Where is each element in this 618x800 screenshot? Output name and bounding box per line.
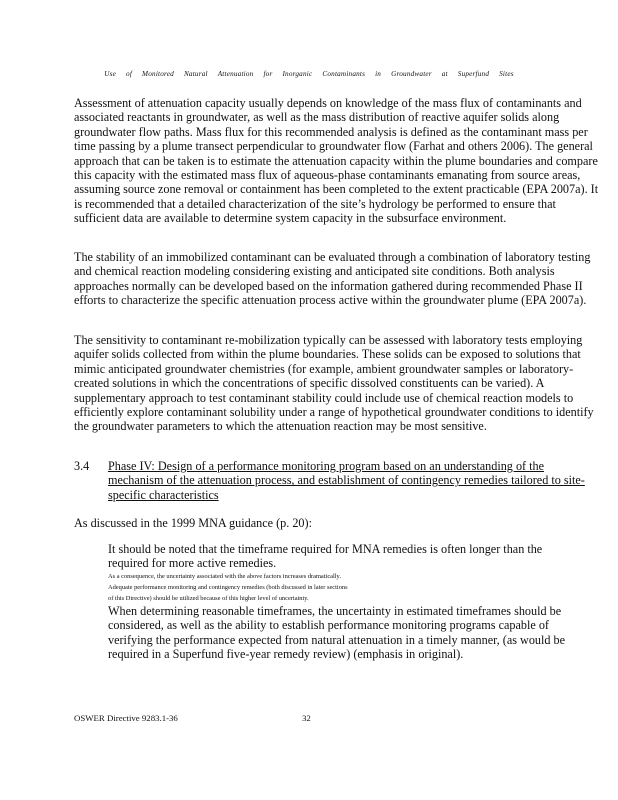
header-word: of	[126, 70, 133, 78]
header-word: in	[375, 70, 382, 78]
header-word: Contaminants	[322, 70, 366, 78]
section-number: 3.4	[74, 459, 90, 473]
paragraph-attenuation-capacity: Assessment of attenuation capacity usually depends on knowledge of the mass flux of contaminants and associated reactants in groundwater, as well as the mass distribution of reactive aquifer solids along groundwater flow paths. Mass flux for this recommended analysis is defined as the contaminant mass per time passing by a plume transect perpendicular to groundwater flow (Farhat and others 2006). The general approach that can be taken is to estimate the attenuation capacity within the plume boundaries and compare this capacity with the estimated mass flux of aqueous-phase contaminants emanating from source areas, assuming source zone removal or containment has been completed to the extent practicable (EPA 2007a). It is recommended that a detailed characterization of the site’s hydrology be performed to ensure that sufficient data are available to determine system capacity in the subsurface environment.	[74, 96, 599, 226]
header-word: Natural	[183, 70, 208, 78]
running-header	[0, 70, 618, 78]
header-word: at	[441, 70, 448, 78]
paragraph-stability: The stability of an immobilized contaminant can be evaluated through a combination of laboratory testing and chemical reaction modeling considering existing and anticipated site conditions. Both analysis approaches normally can be developed based on the information gathered during recommended Phase II efforts to characterize the specific attenuation process active within the groundwater plume (EPA 2007a).	[74, 250, 591, 308]
paragraph-mna-guidance: As discussed in the 1999 MNA guidance (p. 20):	[74, 516, 312, 530]
header-word: Superfund	[457, 70, 490, 78]
paragraph-sensitivity: The sensitivity to contaminant re-mobilization typically can be assessed with laboratory tests employing aquifer solids collected from within the plume boundaries. These solids can be exposed to solutions that mimic anticipated groundwater chemistries (for example, ambient groundwater samples or laboratory-created solutions in which the concentrations of specific dissolved constituents can be varied). A supplementary approach to test contaminant stability could include use of chemical reaction models to efficiently explore contaminant solubility under a range of hypothetical groundwater conditions to identify the groundwater parameters to which the attenuation reaction may be most sensitive.	[74, 333, 594, 434]
quote-small-text: As a consequence, the uncertainty associated with the above factors increases dramatically. Adequate performance monitoring and contingency remedies (both discussed in later sections of this Directive) should be utilized because of this higher level of uncertainty.	[108, 572, 348, 602]
footer-page-number: 32	[302, 713, 311, 723]
footer-directive: OSWER Directive 9283.1-36	[74, 713, 178, 723]
header-word: Monitored	[142, 70, 174, 78]
quote-line: It should be noted that the timeframe required for MNA remedies is often longer than the required for more active remedies.	[108, 542, 543, 571]
header-word: for	[263, 70, 273, 78]
header-word: Sites	[499, 70, 514, 78]
header-word: Inorganic	[282, 70, 313, 78]
header-word: Use	[104, 70, 117, 78]
quote-rest: When determining reasonable timeframes, the uncertainty in estimated timeframes should be considered, as well as the ability to establish performance monitoring programs capable of verifying the performance expected from natural attenuation in a timely manner, (as would be required in a Superfund five-year remedy review) (emphasis in original).	[108, 603, 566, 662]
header-word: Groundwater	[391, 70, 432, 78]
section-title: Phase IV: Design of a performance monitoring program based on an understanding of the mechanism of the attenuation process, and establishment of contingency remedies tailored to site-specific characteristics	[108, 459, 585, 502]
block-quote	[108, 542, 578, 661]
header-word: Attenuation	[217, 70, 254, 78]
